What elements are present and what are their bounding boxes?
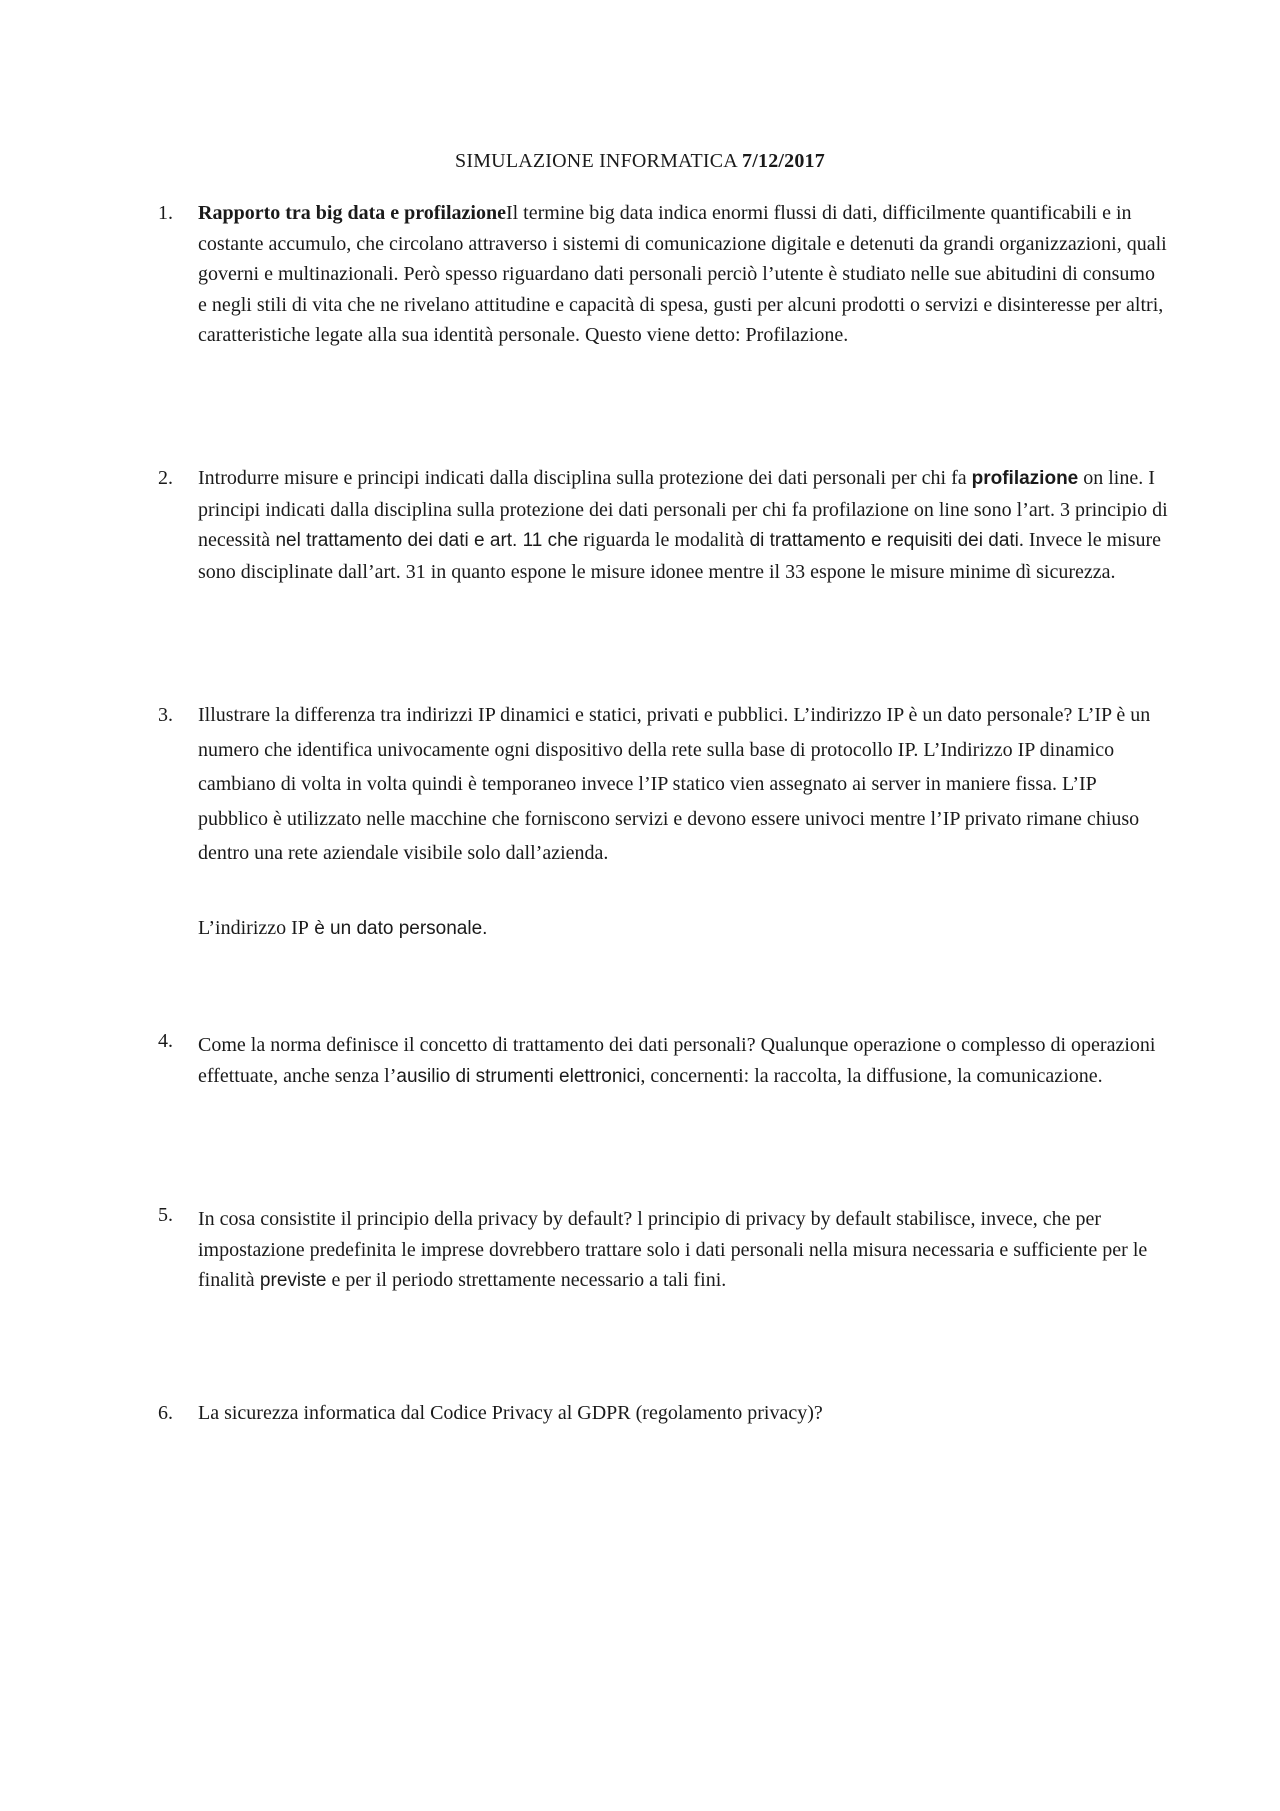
item-number: 6. xyxy=(158,1402,173,1424)
item-text: Introdurre misure e principi indicati dalla disciplina sulla protezione dei dati personali per chi fa xyxy=(198,467,972,489)
item-text: In cosa consistite il principio della privacy by default? l principio di privacy by default stabilisce, invece, che per impostazione predefinita le imprese dovrebbero trattare solo i dati personali nella misura necessaria e sufficiente per le finalità xyxy=(198,1208,1148,1291)
item-text: e per il periodo strettamente necessario a tali fini. xyxy=(326,1269,727,1291)
item-text: riguarda le modalità xyxy=(578,529,745,551)
item-text: L’indirizzo IP xyxy=(198,917,309,939)
item-text: , concernenti: la raccolta, la diffusione, la comunicazione. xyxy=(640,1064,1103,1087)
item-text: La sicurezza informatica dal Codice Privacy al GDPR (regolamento privacy)? xyxy=(198,1402,823,1424)
item-bold-lead: Rapporto tra big data e profilazione xyxy=(198,202,506,224)
title-date: 7/12/2017 xyxy=(742,150,825,172)
item-sans-text: previste xyxy=(254,1270,327,1291)
item-sans-text: è un dato personale. xyxy=(308,918,488,939)
item-text: Come la norma definisce il concetto di trattamento dei dati personali? Qualunque operazione o complesso di operazioni effettuate, anche senza l’ xyxy=(198,1034,1156,1087)
item-body xyxy=(198,198,1168,351)
item-body xyxy=(198,698,1168,871)
item-body xyxy=(198,1204,1168,1297)
item-number: 3. xyxy=(158,704,173,726)
item-bold-word: profilazione xyxy=(971,468,1079,489)
item-text: Illustrare la differenza tra indirizzi IP dinamici e statici, privati e pubblici. L’indirizzo IP è un dato personale? L’IP è un numero che identifica univocamente ogni dispositivo della rete sulla base di protocollo IP. L’Indirizzo IP dinamico cambiano di volta in volta quindi è temporaneo invece l’IP statico vien assegnato ai server in maniere fissa. L’IP pubblico è utilizzato nelle macchine che forniscono servizi e devono essere univoci mentre l’IP privato rimane chiuso dentro una rete aziendale visibile solo dall’azienda. xyxy=(198,704,1151,864)
item-sans-text: nel trattamento dei dati e art. 11 che xyxy=(270,530,579,551)
title-main: SIMULAZIONE INFORMATICA xyxy=(455,150,743,172)
item-body xyxy=(198,463,1168,587)
item-text: Il termine big data indica enormi flussi di dati, difficilmente quantificabili e in costante accumulo, che circolano attraverso i sistemi di comunicazione digitale e detenuti da grandi organizzazioni, quali governi e multinazionali. Però spesso riguardano dati personali perciò l’utente è studiato nelle sue abitudini di consumo e negli stili di vita che ne rivelano attitudine e capacità di spesa, gusti per alcuni prodotti o servizi e disinteresse per altri, caratteristiche legate alla sua identità personale. Questo viene detto: Profilazione. xyxy=(198,202,1167,346)
item-body xyxy=(198,1030,1168,1092)
item-sans-text: di trattamento e requisiti dei dati xyxy=(744,530,1019,551)
document-title xyxy=(0,150,1280,173)
item-3-conclusion xyxy=(198,917,1158,940)
item-number: 4. xyxy=(158,1030,173,1052)
item-body xyxy=(198,1398,1168,1429)
item-text: . Invece le misure sono disciplinate dall’art. 31 in quanto espone le misure idonee mentre il 33 espone le misure minime dì sicurezza. xyxy=(198,529,1162,583)
item-number: 5. xyxy=(158,1204,173,1226)
item-text: on line. I principi indicati dalla disciplina sulla protezione dei dati personali per chi fa profilazione on line sono l’art. 3 principio di necessità xyxy=(198,467,1168,551)
item-number: 2. xyxy=(158,467,173,489)
item-sans-text: ausilio di strumenti elettronici xyxy=(396,1065,641,1087)
item-number: 1. xyxy=(158,202,173,224)
